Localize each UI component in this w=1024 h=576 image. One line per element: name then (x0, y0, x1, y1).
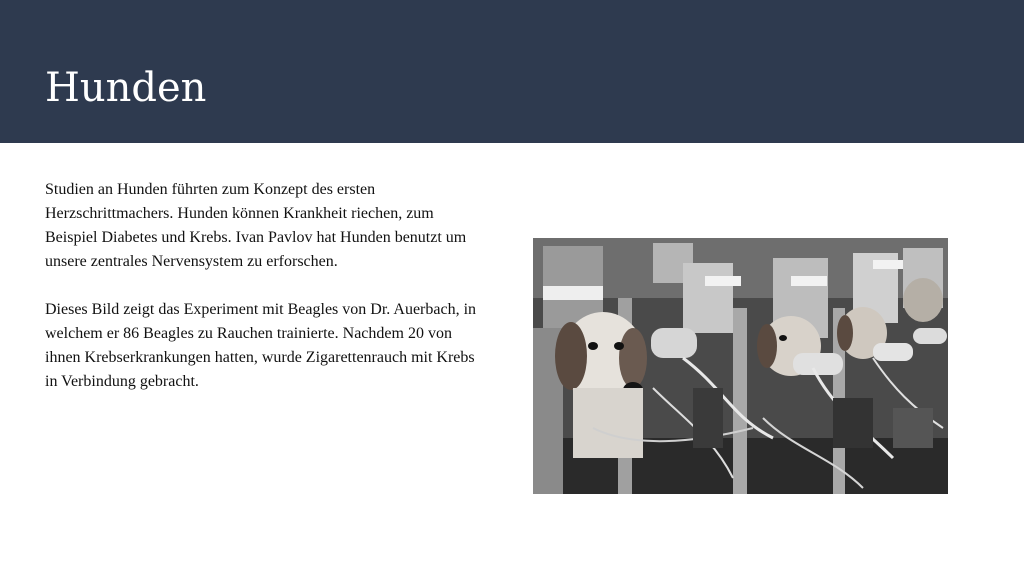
header-bar (0, 0, 1024, 143)
beagle-experiment-photo (533, 238, 948, 494)
paragraph-dog-research: Studien an Hunden führten zum Konzept des ersten Herzschrittmachers. Hunden können Krankheit riechen, zum Beispiel Diabetes und Krebs. Ivan Pavlov hat Hunden benutzt um unsere zentrales Nervensystem zu erforschen. (45, 181, 467, 270)
slide-title: Hunden (45, 65, 207, 111)
body-text (45, 178, 485, 418)
paragraph-beagle-experiment: Dieses Bild zeigt das Experiment mit Beagles von Dr. Auerbach, in welchem er 86 Beagles zu Rauchen trainierte. Nachdem 20 von ihnen Krebserkrankungen hatten, wurde Zigarettenrauch mit Krebs in Verbindung gebracht. (45, 301, 477, 390)
